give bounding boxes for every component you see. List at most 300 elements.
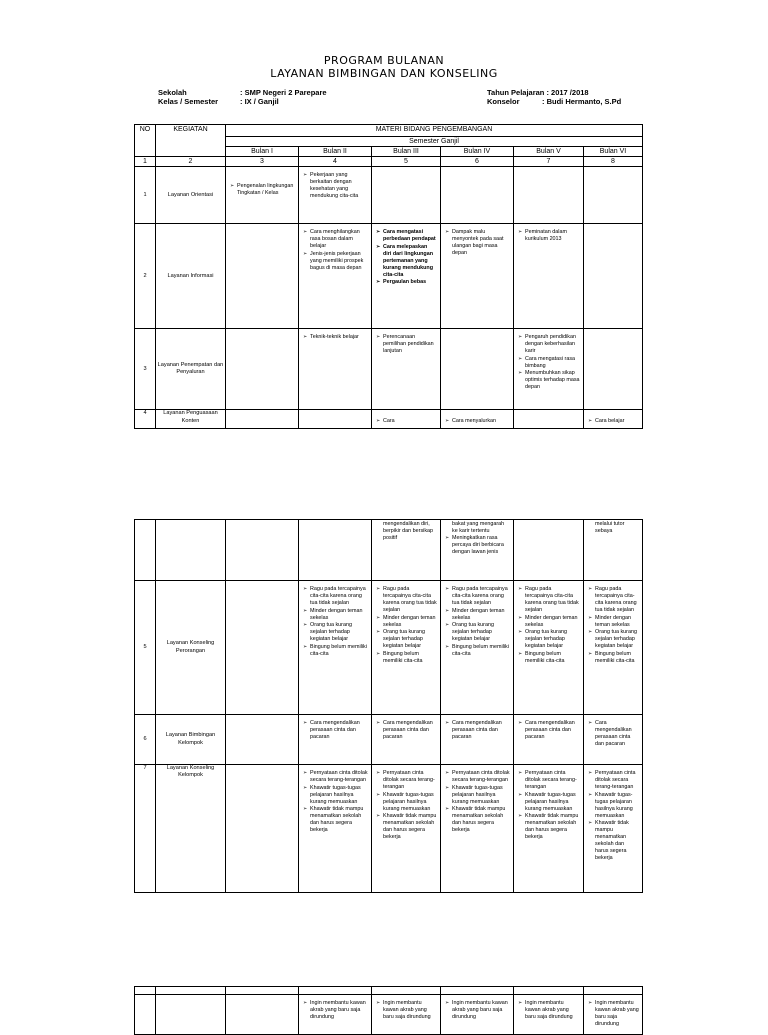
cell-bulan-5 (514, 765, 584, 893)
header-materi: MATERI BIDANG PENGEMBANGAN (226, 125, 643, 137)
bullet-item (376, 792, 437, 813)
bullet-item (518, 370, 580, 391)
bullet-text: Ragu pada tercapainya cita-cita karena orang tua tidak sejalan (525, 586, 579, 614)
arrow-bullet-icon: ➢ (588, 650, 593, 657)
bullet-text: Cara mengendalikan perasaan cinta dan pacaran (595, 720, 632, 748)
header-bulan-4: Bulan IV (441, 147, 514, 157)
cell-bulan-6 (584, 224, 643, 329)
bullet-item (303, 172, 368, 200)
row-kegiatan: Layanan Penempatan dan Penyaluran (156, 329, 226, 410)
arrow-bullet-icon: ➢ (376, 770, 381, 776)
bullet-item (588, 720, 639, 748)
cell-bulan-1 (226, 167, 299, 224)
arrow-bullet-icon: ➢ (445, 806, 450, 813)
bullet-text: Cara mengatasi perbedaan pendapat (383, 229, 436, 243)
arrow-bullet-icon: ➢ (303, 586, 308, 592)
bullet-list (518, 586, 580, 665)
bullet-list (445, 418, 510, 425)
cell-bulan-3 (372, 329, 441, 410)
row-number: 1 (135, 167, 156, 224)
cell-bulan-2 (299, 715, 372, 765)
cell-bulan-3 (372, 715, 441, 765)
program-table-page-2 (134, 519, 643, 893)
arrow-bullet-icon: ➢ (303, 607, 308, 614)
bullet-list (588, 586, 639, 665)
arrow-bullet-icon: ➢ (445, 418, 450, 425)
bullet-item (518, 334, 580, 355)
col-number: 6 (441, 157, 514, 167)
bullet-text: Cara menghilangkan rasa bosan dalam belajar (310, 229, 360, 250)
kelas-value: : IX / Ganjil (240, 97, 279, 106)
cell-bulan-5 (514, 167, 584, 224)
bullet-item (518, 629, 580, 650)
cell-bulan-4 (441, 581, 514, 715)
col-number: 4 (299, 157, 372, 167)
bullet-list (303, 586, 368, 658)
arrow-bullet-icon: ➢ (445, 586, 450, 592)
arrow-bullet-icon: ➢ (303, 250, 308, 257)
bullet-item (303, 334, 368, 341)
bullet-text: Khawatir tidak mampu menamatkan sekolah dan harus segera bekerja (310, 806, 364, 834)
header-no: NO (135, 125, 156, 157)
arrow-bullet-icon: ➢ (303, 806, 308, 813)
bullet-text: Ragu pada tercapainya cita-cita karena orang tua tidak sejalan (452, 586, 508, 607)
arrow-bullet-icon: ➢ (303, 1000, 308, 1006)
bullet-list (445, 586, 510, 658)
cell-bulan-1 (226, 765, 299, 893)
col-number: 5 (372, 157, 441, 167)
bullet-item (445, 586, 510, 607)
bullet-text: Cara menyalurkan (452, 418, 497, 425)
arrow-bullet-icon: ➢ (588, 720, 593, 726)
arrow-bullet-icon: ➢ (518, 370, 523, 377)
arrow-bullet-icon: ➢ (376, 229, 381, 236)
bullet-text: Minder dengan teman sekelas (452, 607, 505, 621)
bullet-list (303, 334, 368, 341)
arrow-bullet-icon: ➢ (445, 535, 450, 542)
bullet-item (518, 615, 580, 629)
cell-bulan-6 (584, 167, 643, 224)
bullet-item (518, 229, 580, 243)
arrow-bullet-icon: ➢ (445, 1000, 450, 1006)
cell-bulan-2 (299, 765, 372, 893)
bullet-text: Pengaruh pendidikan dengan keberhasilan karir (525, 334, 576, 355)
bullet-list (445, 770, 510, 834)
bullet-list (518, 720, 580, 741)
bullet-text: Pernyataan cinta ditolak secara terang-terangan (525, 770, 577, 791)
cell-bulan-6 (584, 995, 643, 1035)
arrow-bullet-icon: ➢ (518, 650, 523, 657)
bullet-item (376, 334, 437, 355)
cell-bulan-3 (372, 995, 441, 1035)
bullet-list (376, 586, 437, 665)
table-row (135, 329, 643, 410)
bullet-item (303, 785, 368, 806)
bullet-text: Khawatir tugas-tugas pelajaran hasilnya kurang memuaskan (452, 784, 503, 805)
bullet-item (518, 356, 580, 370)
bullet-list (376, 229, 437, 286)
arrow-bullet-icon: ➢ (376, 650, 381, 657)
bullet-text: Ingin membantu kawan akrab yang baru saja dirundung (383, 1000, 431, 1021)
bullet-text: Cara mengendalikan perasaan cinta dan pacaran (452, 720, 502, 741)
cell-bulan-4 (441, 520, 514, 581)
bullet-list (376, 334, 437, 355)
bullet-item (445, 785, 510, 806)
arrow-bullet-icon: ➢ (303, 784, 308, 791)
arrow-bullet-icon: ➢ (303, 720, 308, 726)
cell-text: bakat yang mengarah ke karir tertentu (452, 521, 505, 535)
arrow-bullet-icon: ➢ (518, 629, 523, 636)
bullet-item (303, 720, 368, 741)
bullet-list (376, 418, 437, 425)
col-number: 2 (156, 157, 226, 167)
table-row (135, 765, 643, 893)
cell-bulan-4 (441, 167, 514, 224)
bullet-item (518, 1000, 580, 1021)
cell-bulan-5 (514, 715, 584, 765)
bullet-item (518, 720, 580, 741)
col-number: 8 (584, 157, 643, 167)
table-row (135, 995, 643, 1035)
bullet-text: Bingung belum memiliki cita-cita (595, 650, 635, 664)
cell-bulan-3 (372, 410, 441, 429)
bullet-text: Khawatir tugas-tugas pelajaran hasilnya kurang memuaskan (310, 784, 361, 805)
bullet-text: Minder dengan teman sekelas (383, 614, 436, 628)
bullet-item (376, 1000, 437, 1021)
bullet-text: Pernyataan cinta ditolak secara terang-terangan (595, 770, 636, 791)
row-kegiatan: Layanan Penguasaan Konten (156, 410, 226, 429)
program-table-page-1 (134, 124, 643, 429)
bullet-text: Khawatir tidak mampu menamatkan sekolah dan harus segera bekerja (383, 813, 437, 841)
bullet-text: Ingin membantu kawan akrab yang baru saja dirundung (525, 1000, 573, 1021)
bullet-item (303, 586, 368, 607)
cell-bulan-5 (514, 410, 584, 429)
arrow-bullet-icon: ➢ (376, 813, 381, 820)
bullet-text: Cara mengendalikan perasaan cinta dan pacaran (310, 720, 360, 741)
col-number: 1 (135, 157, 156, 167)
bullet-item (303, 806, 368, 834)
row-number: 5 (135, 581, 156, 715)
bullet-list (303, 770, 368, 834)
empty-cell (441, 987, 514, 995)
cell-bulan-4 (441, 765, 514, 893)
cell-bulan-5 (514, 224, 584, 329)
arrow-bullet-icon: ➢ (376, 586, 381, 592)
bullet-item (376, 229, 437, 243)
empty-cell (299, 987, 372, 995)
cell-bulan-1 (226, 581, 299, 715)
bullet-item (588, 792, 639, 820)
bullet-item (376, 279, 437, 286)
header-bulan-2: Bulan II (299, 147, 372, 157)
bullet-item (376, 418, 437, 425)
cell-text: melalui tutor sebaya (595, 521, 625, 535)
cell-bulan-2 (299, 995, 372, 1035)
empty-cell (514, 987, 584, 995)
bullet-list (445, 535, 510, 556)
bullet-item (303, 251, 368, 272)
cell-bulan-2 (299, 167, 372, 224)
bullet-text: Khawatir tidak mampu menamatkan sekolah dan harus segera bekerja (452, 806, 506, 834)
bullet-text: Khawatir tidak mampu menamatkan sekolah dan harus segera bekerja (595, 820, 629, 862)
bullet-item (445, 608, 510, 622)
bullet-text: Pernyataan cinta ditolak secara terang-terangan (310, 770, 368, 784)
bullet-text: Khawatir tugas-tugas pelajaran hasilnya kurang memuaskan (383, 791, 434, 812)
header-bulan-3: Bulan III (372, 147, 441, 157)
arrow-bullet-icon: ➢ (518, 334, 523, 341)
row-number: 7 (135, 765, 156, 893)
arrow-bullet-icon: ➢ (230, 183, 235, 190)
table-row (135, 224, 643, 329)
arrow-bullet-icon: ➢ (445, 784, 450, 791)
bullet-list (445, 229, 510, 257)
cell-bulan-2 (299, 224, 372, 329)
bullet-text: Bingung belum memiliki cita-cita (383, 650, 423, 664)
bullet-text: Pernyataan cinta ditolak secara terang-terangan (452, 770, 510, 784)
row-kegiatan: Layanan Orientasi (156, 167, 226, 224)
bullet-text: Ingin membantu kawan akrab yang baru saja dirundung (595, 1000, 639, 1028)
cell-bulan-5 (514, 995, 584, 1035)
bullet-item (376, 244, 437, 279)
cell-bulan-1 (226, 715, 299, 765)
arrow-bullet-icon: ➢ (303, 172, 308, 179)
bullet-list (445, 720, 510, 741)
bullet-item (445, 229, 510, 257)
header-bulan-5: Bulan V (514, 147, 584, 157)
tahun-pelajaran: Tahun Pelajaran : 2017 /2018 (487, 88, 589, 97)
bullet-item (588, 629, 639, 650)
row-kegiatan (156, 520, 226, 581)
row-kegiatan: Layanan Bimbingan Kelompok (156, 715, 226, 765)
bullet-text: Minder dengan teman sekelas (595, 614, 631, 628)
bullet-list (303, 229, 368, 272)
arrow-bullet-icon: ➢ (588, 791, 593, 798)
cell-bulan-1 (226, 224, 299, 329)
arrow-bullet-icon: ➢ (376, 418, 381, 425)
bullet-list (303, 720, 368, 741)
table-row (135, 520, 643, 581)
bullet-item (303, 622, 368, 643)
arrow-bullet-icon: ➢ (445, 770, 450, 776)
bullet-item (588, 418, 639, 425)
sekolah-label: Sekolah (158, 88, 187, 97)
arrow-bullet-icon: ➢ (588, 770, 593, 776)
bullet-list (588, 770, 639, 862)
bullet-item (303, 608, 368, 622)
program-table-page-3 (134, 986, 643, 1035)
bullet-item (588, 586, 639, 614)
arrow-bullet-icon: ➢ (303, 334, 308, 341)
bullet-list (303, 1000, 368, 1021)
bullet-text: Orang tua kurang sejalan terhadap kegiatan belajar (310, 622, 352, 643)
bullet-item (445, 1000, 510, 1021)
bullet-item (445, 770, 510, 784)
cell-bulan-5 (514, 329, 584, 410)
bullet-text: Cara mengendalikan perasaan cinta dan pacaran (383, 720, 433, 741)
bullet-list (518, 770, 580, 841)
bullet-item (588, 651, 639, 665)
bullet-text: Pernyataan cinta ditolak secara terang-terangan (383, 770, 435, 791)
arrow-bullet-icon: ➢ (518, 1000, 523, 1006)
cell-bulan-3 (372, 167, 441, 224)
bullet-text: Cara mengatasi rasa bimbang (525, 355, 576, 369)
bullet-item (376, 629, 437, 650)
arrow-bullet-icon: ➢ (445, 229, 450, 236)
arrow-bullet-icon: ➢ (518, 614, 523, 621)
bullet-item (303, 644, 368, 658)
arrow-bullet-icon: ➢ (588, 418, 593, 425)
cell-bulan-3 (372, 520, 441, 581)
cell-bulan-5 (514, 520, 584, 581)
bullet-list (376, 1000, 437, 1021)
bullet-list (588, 720, 639, 748)
bullet-item (588, 615, 639, 629)
arrow-bullet-icon: ➢ (303, 643, 308, 650)
row-kegiatan (156, 995, 226, 1035)
bullet-text: Ingin membantu kawan akrab yang baru saja dirundung (310, 1000, 366, 1021)
bullet-text: Khawatir tugas-tugas pelajaran hasilnya kurang memuaskan (595, 791, 633, 819)
bullet-text: Ingin membantu kawan akrab yang baru saja dirundung (452, 1000, 508, 1021)
cell-bulan-6 (584, 765, 643, 893)
row-number (135, 995, 156, 1035)
bullet-text: Bingung belum memiliki cita-cita (525, 650, 565, 664)
arrow-bullet-icon: ➢ (518, 586, 523, 592)
arrow-bullet-icon: ➢ (376, 334, 381, 341)
cell-bulan-4 (441, 995, 514, 1035)
cell-bulan-6 (584, 520, 643, 581)
bullet-list (303, 172, 368, 200)
cell-bulan-3 (372, 224, 441, 329)
bullet-item (303, 1000, 368, 1021)
bullet-item (445, 418, 510, 425)
bullet-text: Dampak malu menyontek pada saat ulangan bagi masa depan (452, 229, 504, 257)
bullet-text: Minder dengan teman sekelas (310, 607, 363, 621)
bullet-list (588, 418, 639, 425)
arrow-bullet-icon: ➢ (518, 720, 523, 726)
bullet-text: Orang tua kurang sejalan terhadap kegiatan belajar (525, 629, 567, 650)
cell-bulan-6 (584, 581, 643, 715)
arrow-bullet-icon: ➢ (445, 607, 450, 614)
arrow-bullet-icon: ➢ (588, 629, 593, 636)
cell-bulan-4 (441, 715, 514, 765)
bullet-list (230, 183, 295, 197)
cell-bulan-4 (441, 410, 514, 429)
arrow-bullet-icon: ➢ (518, 770, 523, 776)
bullet-item (303, 770, 368, 784)
arrow-bullet-icon: ➢ (376, 614, 381, 621)
bullet-text: Cara (383, 418, 395, 425)
bullet-text: Pengenalan lingkungan Tingkatan / Kelas (237, 183, 294, 197)
header-kegiatan: KEGIATAN (156, 125, 226, 157)
bullet-item (445, 644, 510, 658)
row-number (135, 520, 156, 581)
cell-bulan-6 (584, 715, 643, 765)
cell-bulan-4 (441, 224, 514, 329)
bullet-item (376, 651, 437, 665)
arrow-bullet-icon: ➢ (518, 355, 523, 362)
cell-bulan-3 (372, 765, 441, 893)
cell-bulan-2 (299, 581, 372, 715)
bullet-item (445, 720, 510, 741)
arrow-bullet-icon: ➢ (518, 791, 523, 798)
cell-bulan-3 (372, 581, 441, 715)
bullet-text: Ragu pada tercapainya cita-cita karena orang tua tidak sejalan (595, 586, 637, 614)
cell-bulan-1 (226, 410, 299, 429)
bullet-item (230, 183, 295, 197)
bullet-item (445, 806, 510, 834)
row-kegiatan: Layanan Konseling Perorangan (156, 581, 226, 715)
bullet-text: Pekerjaan yang berkaitan dengan kesehatan yang mendukung cita-cita (310, 172, 359, 200)
bullet-text: Meningkatkan rasa percaya diri berbicara dengan lawan jenis (452, 535, 504, 556)
arrow-bullet-icon: ➢ (376, 243, 381, 250)
row-number: 6 (135, 715, 156, 765)
header-bulan-6: Bulan VI (584, 147, 643, 157)
row-number: 4 (135, 410, 156, 429)
arrow-bullet-icon: ➢ (588, 586, 593, 592)
document-title: PROGRAM BULANAN (323, 54, 445, 67)
table-row (135, 581, 643, 715)
konselor-label: Konselor (487, 97, 520, 106)
bullet-text: Cara belajar (595, 418, 625, 425)
header-semester: Semester Ganjil (226, 137, 643, 147)
bullet-list (518, 1000, 580, 1021)
bullet-item (376, 586, 437, 614)
arrow-bullet-icon: ➢ (303, 770, 308, 776)
arrow-bullet-icon: ➢ (588, 820, 593, 827)
arrow-bullet-icon: ➢ (445, 622, 450, 629)
bullet-text: Cara mengendalikan perasaan cinta dan pacaran (525, 720, 575, 741)
bullet-item (588, 820, 639, 862)
bullet-text: Bingung belum memiliki cita-cita (452, 643, 509, 657)
col-number: 7 (514, 157, 584, 167)
arrow-bullet-icon: ➢ (303, 622, 308, 629)
cell-bulan-5 (514, 581, 584, 715)
bullet-text: Orang tua kurang sejalan terhadap kegiatan belajar (595, 629, 637, 650)
header-bulan-1: Bulan I (226, 147, 299, 157)
cell-bulan-1 (226, 329, 299, 410)
bullet-item (588, 770, 639, 791)
bullet-item (303, 229, 368, 250)
table-row (135, 715, 643, 765)
arrow-bullet-icon: ➢ (376, 720, 381, 726)
bullet-text: Khawatir tidak mampu menamatkan sekolah dan harus segera bekerja (525, 813, 579, 841)
konselor-value: : Budi Hermanto, S.Pd (542, 97, 622, 106)
cell-bulan-2 (299, 410, 372, 429)
cell-bulan-1 (226, 520, 299, 581)
bullet-item (518, 813, 580, 841)
table-row (135, 167, 643, 224)
bullet-text: Perencanaan pemilihan pendidikan lanjutan (383, 334, 434, 355)
bullet-item (376, 770, 437, 791)
cell-bulan-6 (584, 410, 643, 429)
cell-bulan-2 (299, 520, 372, 581)
cell-bulan-1 (226, 995, 299, 1035)
kelas-label: Kelas / Semester (158, 97, 219, 106)
row-number: 3 (135, 329, 156, 410)
arrow-bullet-icon: ➢ (518, 813, 523, 820)
cell-text: mengendalikan diri, berpikir dan bersikap positif (383, 521, 434, 542)
arrow-bullet-icon: ➢ (445, 720, 450, 726)
arrow-bullet-icon: ➢ (588, 614, 593, 621)
bullet-text: Bingung belum memiliki cita-cita (310, 643, 367, 657)
arrow-bullet-icon: ➢ (376, 1000, 381, 1006)
bullet-text: Orang tua kurang sejalan terhadap kegiatan belajar (452, 622, 494, 643)
empty-cell (156, 987, 226, 995)
bullet-text: Peminatan dalam kurikulum 2013 (525, 229, 567, 243)
row-number: 2 (135, 224, 156, 329)
bullet-item (518, 586, 580, 614)
bullet-item (518, 651, 580, 665)
